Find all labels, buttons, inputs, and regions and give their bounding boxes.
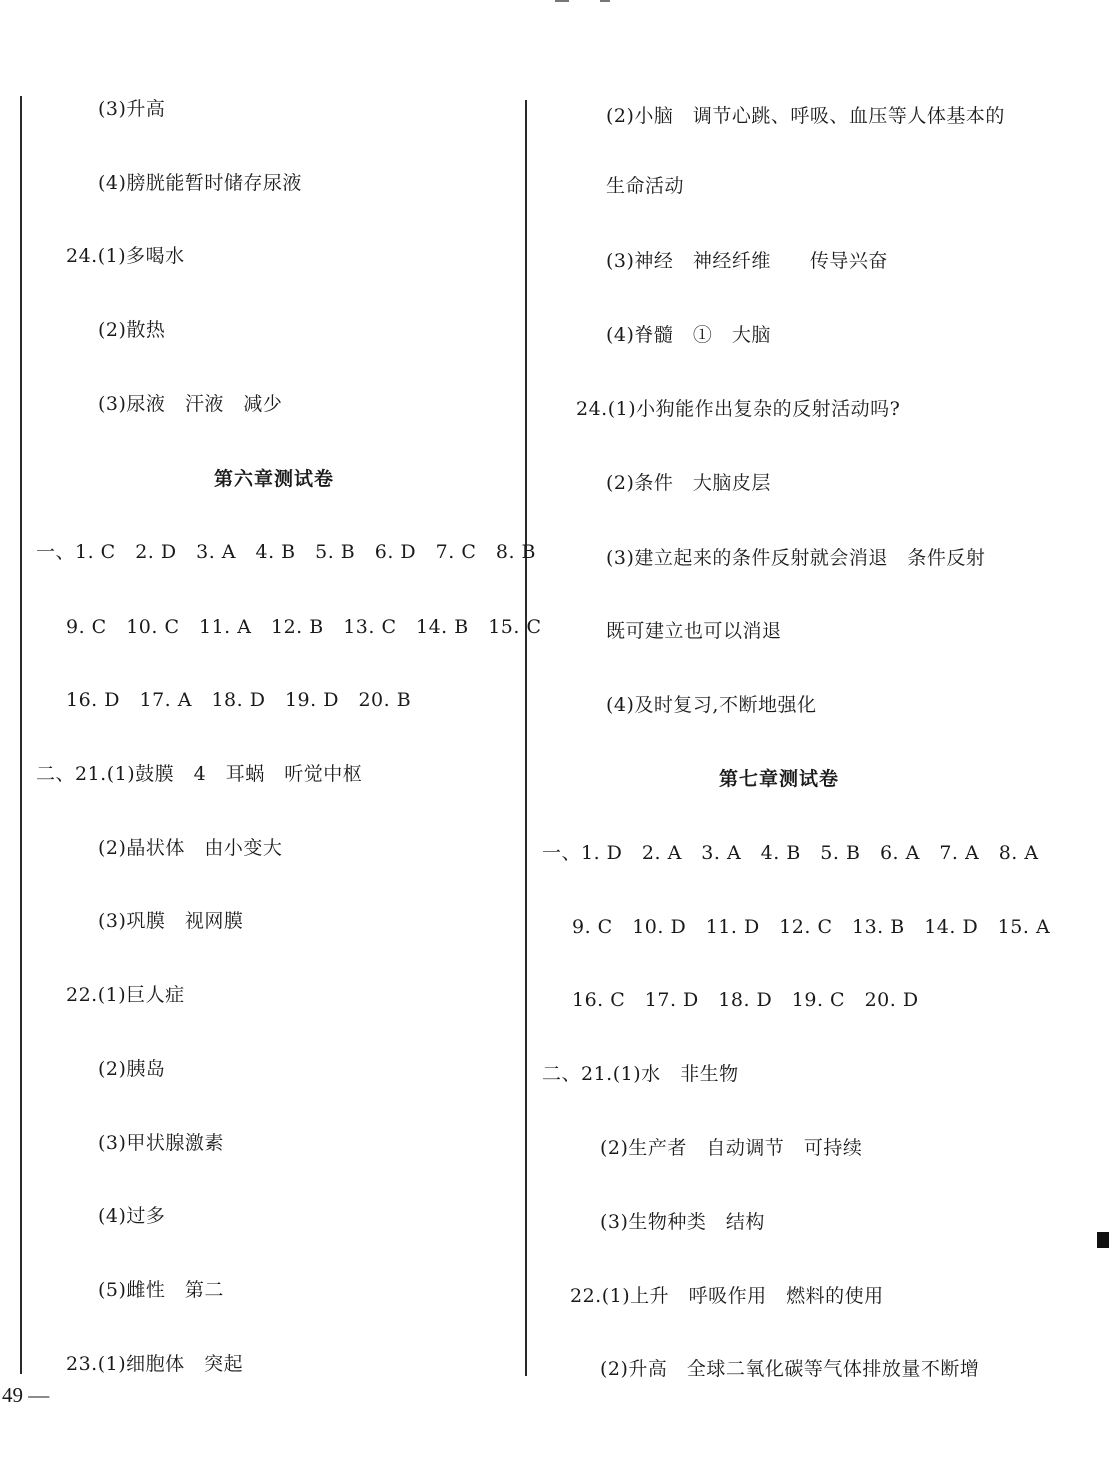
answer-line: (2)散热 (98, 319, 166, 341)
answer-line: (2)晶状体 由小变大 (98, 837, 283, 859)
answer-line: 一、1. D 2. A 3. A 4. B 5. B 6. A 7. A 8. A (542, 842, 1039, 864)
answer-line: 9. C 10. C 11. A 12. B 13. C 14. B 15. C (66, 616, 542, 638)
edge-marker (1097, 1232, 1109, 1248)
answer-line: (3)神经 神经纤维 传导兴奋 (606, 250, 888, 272)
answer-line: 9. C 10. D 11. D 12. C 13. B 14. D 15. A (572, 916, 1051, 938)
answer-line: 生命活动 (606, 175, 685, 197)
answer-line: (3)升高 (98, 98, 166, 120)
answer-line: 22.(1)巨人症 (66, 984, 185, 1006)
top-mark (600, 0, 610, 2)
answer-line: (3)尿液 汗液 减少 (98, 393, 283, 415)
answer-line: (5)雌性 第二 (98, 1279, 224, 1301)
answer-line: 24.(1)多喝水 (66, 245, 185, 267)
answer-line: (4)脊髓 ① 大脑 (606, 324, 771, 346)
answer-line: 一、1. C 2. D 3. A 4. B 5. B 6. D 7. C 8. B (36, 541, 536, 563)
answer-line: 23.(1)细胞体 突起 (66, 1353, 244, 1375)
answer-line: (4)过多 (98, 1205, 166, 1227)
answer-line: (4)膀胱能暂时储存尿液 (98, 172, 302, 194)
answer-line: 16. C 17. D 18. D 19. C 20. D (572, 989, 919, 1011)
top-mark (555, 0, 569, 2)
answer-line: (2)升高 全球二氧化碳等气体排放量不断增 (600, 1358, 980, 1380)
answer-line: 二、21.(1)水 非生物 (542, 1063, 739, 1085)
answer-line: (2)小脑 调节心跳、呼吸、血压等人体基本的 (606, 105, 1005, 127)
answer-line: 既可建立也可以消退 (606, 620, 782, 642)
left-margin-rule (20, 96, 22, 1374)
answer-line: (3)甲状腺激素 (98, 1132, 224, 1154)
page-number: 49 — (2, 1383, 50, 1407)
answer-line: (3)巩膜 视网膜 (98, 910, 244, 932)
answer-line: 22.(1)上升 呼吸作用 燃料的使用 (570, 1285, 884, 1307)
answer-line: (4)及时复习,不断地强化 (606, 694, 817, 716)
answer-line: 16. D 17. A 18. D 19. D 20. B (66, 689, 412, 711)
answer-line: (2)生产者 自动调节 可持续 (600, 1137, 863, 1159)
answer-line: (3)生物种类 结构 (600, 1211, 765, 1233)
chapter-6-title: 第六章测试卷 (214, 468, 335, 490)
answer-line: (3)建立起来的条件反射就会消退 条件反射 (606, 547, 986, 569)
answer-line: (2)胰岛 (98, 1058, 166, 1080)
column-divider (525, 100, 527, 1376)
answer-line: (2)条件 大脑皮层 (606, 472, 771, 494)
answer-line: 24.(1)小狗能作出复杂的反射活动吗? (576, 398, 901, 420)
chapter-7-title: 第七章测试卷 (719, 768, 840, 790)
answer-line: 二、21.(1)鼓膜 4 耳蜗 听觉中枢 (36, 763, 363, 785)
